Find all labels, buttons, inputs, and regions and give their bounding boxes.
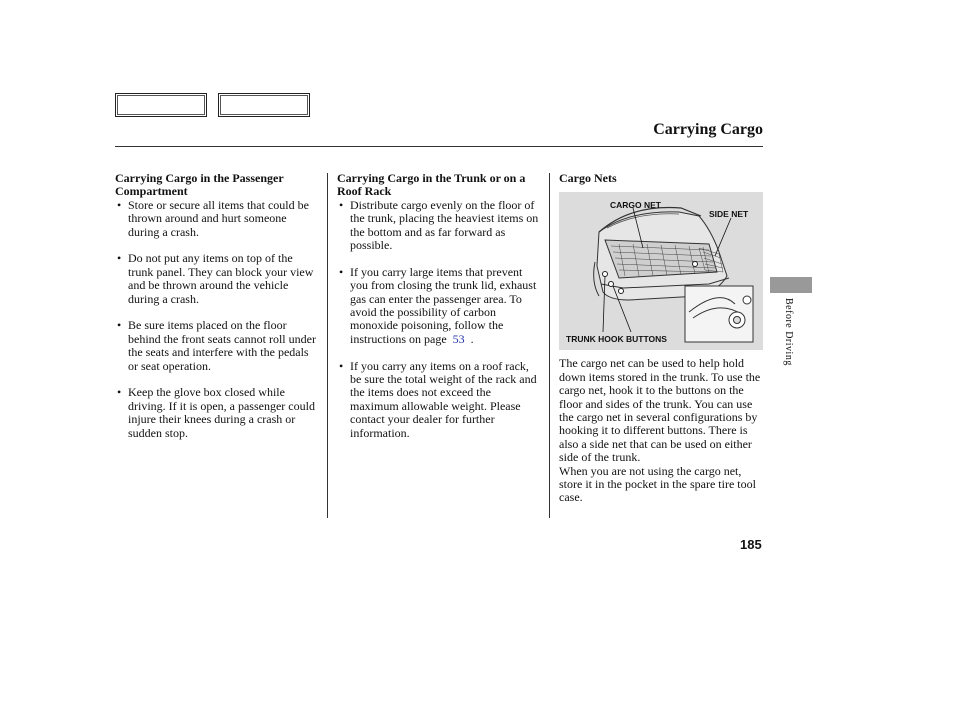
column-cargo-nets — [559, 172, 763, 505]
trunk-illustration — [559, 192, 763, 350]
section-heading: Carrying Cargo in the Trunk or on a Roof Rack — [337, 171, 526, 199]
nav-button-2[interactable] — [218, 93, 310, 117]
column-divider-2 — [549, 173, 550, 518]
list-item-text: If you carry large items that prevent you from closing the trunk lid, exhaust gas can enter the passenger area. To avoid the possibility of carbon monoxide poisoning, follow the instructions on page — [350, 264, 537, 346]
list-item: • Do not put any items on top of the trunk panel. They can block your view and be thrown around the vehicle during a crash. — [115, 252, 320, 306]
bullet-list — [337, 199, 542, 440]
page-reference-link[interactable]: 53 — [452, 331, 465, 346]
section-tab-label: Before Driving — [783, 298, 794, 366]
body-paragraph: When you are not using the cargo net, store it in the pocket in the spare tire tool case. — [559, 463, 756, 505]
list-item: • Distribute cargo evenly on the floor of the trunk, placing the heaviest items on the bottom and as far forward as possible. — [337, 199, 542, 253]
column-trunk-roof-rack — [337, 172, 542, 453]
page-number: 185 — [740, 537, 762, 552]
side-net-label: SIDE NET — [709, 209, 749, 220]
list-item: • Store or secure all items that could be thrown around and hurt someone during a crash. — [115, 199, 320, 239]
section-heading: Carrying Cargo in the Passenger Compartment — [115, 171, 284, 199]
section-tab[interactable] — [770, 277, 812, 293]
bullet-list — [115, 199, 320, 440]
list-item: • Keep the glove box closed while driving. If it is open, a passenger could injure their knees during a crash or sudden stop. — [115, 386, 320, 440]
column-passenger-compartment — [115, 172, 320, 453]
cargo-net-label: CARGO NET — [610, 200, 661, 211]
list-item: • Be sure items placed on the floor behind the front seats cannot roll under the seats and interfere with the pedals or seat operation. — [115, 319, 320, 373]
list-item-text-end: . — [470, 331, 474, 346]
page-title: Carrying Cargo — [653, 121, 763, 138]
trunk-hook-buttons-label: TRUNK HOOK BUTTONS — [566, 334, 667, 345]
list-item: • If you carry any items on a roof rack, be sure the total weight of the rack and the items does not exceed the maximum allowable weight. Please contact your dealer for further information. — [337, 360, 542, 440]
list-item — [337, 266, 542, 346]
section-heading: Cargo Nets — [559, 171, 617, 185]
header-rule — [115, 146, 763, 147]
column-divider-1 — [327, 173, 328, 518]
body-paragraph: The cargo net can be used to help hold down items stored in the trunk. To use the cargo net, hook it to the buttons on the floor and sides of the trunk. You can use the cargo net in several configurations by hooking it to different buttons. There is also a side net that can be used on either side of the trunk. — [559, 356, 761, 465]
nav-button-1[interactable] — [115, 93, 207, 117]
